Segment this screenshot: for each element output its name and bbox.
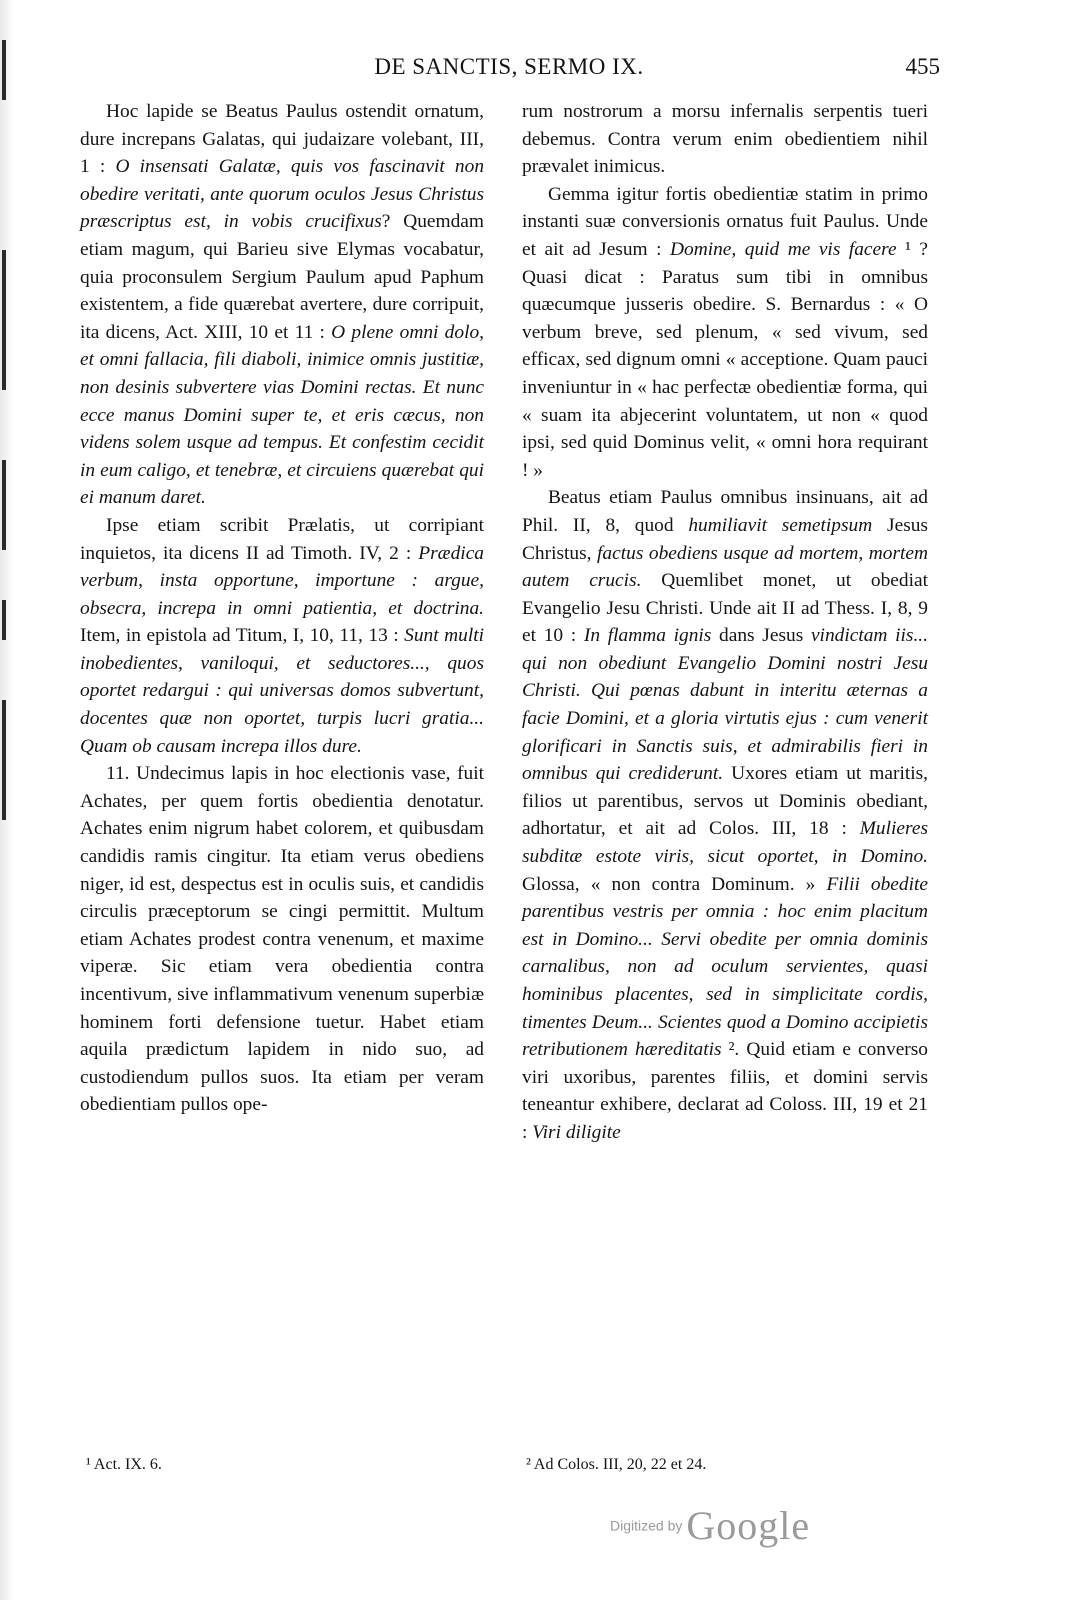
italic-quote: Sunt multi inobedientes, vaniloqui, et seductores..., quos oportet redargui : qui universas domos subvertunt, docentes quæ non oportet, turpis lucri gratia... Quam ob causam increpa illos dure. <box>80 625 484 757</box>
paragraph <box>80 760 484 1119</box>
italic-quote: O plene omni dolo, et omni fallacia, fili diaboli, inimice omnis justitiæ, non desinis subvertere vias Domini rectas. Et nunc ecce manus Domini super te, et eris cæcus, non videns solem usque ad tempus. Et confestim cecidit in eum caligo, et tenebræ, et circuiens quærebat qui ei manum daret. <box>80 321 485 509</box>
binding-mark <box>2 40 6 100</box>
text-run: Gemma igitur fortis obedientiæ statim in primo instanti suæ conversionis ornatus fuit Paulus. Unde et ait ad Jesum : <box>522 183 928 260</box>
text-run: Beatus etiam Paulus omnibus insinuans, ait ad Phil. II, 8, quod <box>522 487 928 536</box>
binding-mark <box>2 700 6 820</box>
binding-mark <box>2 250 6 390</box>
binding-mark <box>2 460 6 550</box>
right-column <box>522 98 928 1147</box>
google-logo: Google <box>686 1503 811 1548</box>
binding-mark <box>2 600 6 640</box>
paragraph <box>80 512 484 760</box>
italic-quote: humiliavit semetipsum <box>688 514 873 536</box>
page-number: 455 <box>905 54 940 79</box>
text-run: dans Jesus <box>711 625 811 647</box>
paragraph <box>522 484 928 1146</box>
book-binding-edge <box>0 0 14 1600</box>
text-run: ². Quid etiam e converso viri uxoribus, parentes filiis, et domini servis teneantur exhibere, declarat ad Coloss. III, 19 et 21 : <box>522 1039 928 1143</box>
digitized-watermark <box>610 1502 810 1549</box>
left-column <box>80 98 484 1119</box>
italic-quote: vindictam iis... qui non obediunt Evangelio Domini nostri Jesu Christi. Qui pœnas dabunt in interitu æternas a facie Domini, et a gloria virtutis ejus : cum venerit glorificari in Sanctis suis, et admirabilis fieri in omnibus qui crediderunt. <box>522 625 928 785</box>
paragraph <box>522 98 928 181</box>
italic-quote: factus obediens usque ad mortem, mortem autem crucis. <box>522 542 928 592</box>
watermark-prefix: Digitized by <box>610 1517 683 1534</box>
running-title: DE SANCTIS, SERMO IX. <box>374 54 644 79</box>
text-run: Jesus Christus, <box>522 514 928 564</box>
text-run: Uxores etiam ut maritis, filios ut parentibus, servos ut Dominis obediant, adhortatur, et ait ad Colos. III, 18 : <box>522 763 928 840</box>
text-run: 11. Undecimus lapis in hoc electionis vase, fuit Achates, per quem fortis obedientia denotatur. Achates enim nigrum habet colorem, et quibusdam candidis ramis cingitur. Ita etiam verus obediens niger, id est, despectus est in oculis suis, et candidis circulis præceptorum se cingi permittit. Multum etiam Achates prodest contra venenum, et maxime viperæ. Sic etiam vera obedientia contra incentivum, sive inflammativum venenum superbiæ hominem forti defensione tuetur. Habet etiam aquila prædictum lapidem in nido suo, ad custodiendum pullos suos. Ita etiam per veram obedientiam pullos ope- <box>80 763 484 1116</box>
footnote-1: ¹ Act. IX. 6. <box>86 1456 162 1473</box>
italic-quote: Filii obedite parentibus vestris per omnia : hoc enim placitum est in Domino... Servi obedite per omnia dominis carnalibus, non ad oculum servientes, quasi hominibus placentes, sed in simplicitate cordis, timentes Deum... Scientes quod a Domino accipietis retributionem hæreditatis <box>522 873 928 1061</box>
text-run: ¹ ? Quasi dicat : Paratus sum tibi in omnibus quæcumque jusseris obedire. S. Bernardus : « O verbum breve, sed plenum, « sed vivum, sed efficax, sed dignum omni « acceptione. Quam pauci inveniuntur in « hac perfectæ obedientiæ forma, qui « suam ita abjecerint voluntatem, ut non « quod ipsi, sed quid Dominus velit, « omni hora requirant ! » <box>522 238 929 481</box>
text-run: ? Quemdam etiam magum, qui Barieu sive Elymas vocabatur, quia proconsulem Sergium Paulum apud Paphum existentem, a fide quærebat avertere, dure corripuit, ita dicens, Act. XIII, 10 et 11 : <box>80 211 484 343</box>
paragraph <box>80 98 484 512</box>
running-head <box>78 54 940 84</box>
paragraph <box>522 181 928 485</box>
text-run: Item, in epistola ad Titum, I, 10, 11, 13 : <box>80 625 405 647</box>
italic-quote: Domine, quid me vis facere <box>670 238 897 260</box>
text-run: rum nostrorum a morsu infernalis serpentis tueri debemus. Contra verum enim obedientiem nihil prævalet inimicus. <box>522 101 928 178</box>
text-run: Quemlibet monet, ut obediat Evangelio Jesu Christi. Unde ait II ad Thess. I, 8, 9 et 10 : <box>522 570 928 647</box>
footnote-2: ² Ad Colos. III, 20, 22 et 24. <box>526 1456 707 1473</box>
text-run: Ipse etiam scribit Prælatis, ut corripiant inquietos, ita dicens II ad Timoth. IV, 2 : <box>80 514 484 564</box>
italic-quote: In flamma ignis <box>583 625 712 647</box>
italic-quote: Mulieres subditæ estote viris, sicut oportet, in Domino. <box>522 818 928 868</box>
italic-quote: O insensati Galatæ, quis vos fascinavit non obedire veritati, ante quorum oculos Jesus Christus præscriptus est, in vobis crucifixus <box>80 156 485 233</box>
italic-quote: Prædica verbum, insta opportune, importune : argue, obsecra, increpa in omni patientia, et doctrina. <box>80 542 484 619</box>
text-run: Glossa, « non contra Dominum. » <box>522 873 827 895</box>
text-run: Hoc lapide se Beatus Paulus ostendit ornatum, dure increpans Galatas, qui judaizare volebant, III, 1 : <box>80 101 484 178</box>
italic-quote: Viri diligite <box>532 1121 621 1143</box>
